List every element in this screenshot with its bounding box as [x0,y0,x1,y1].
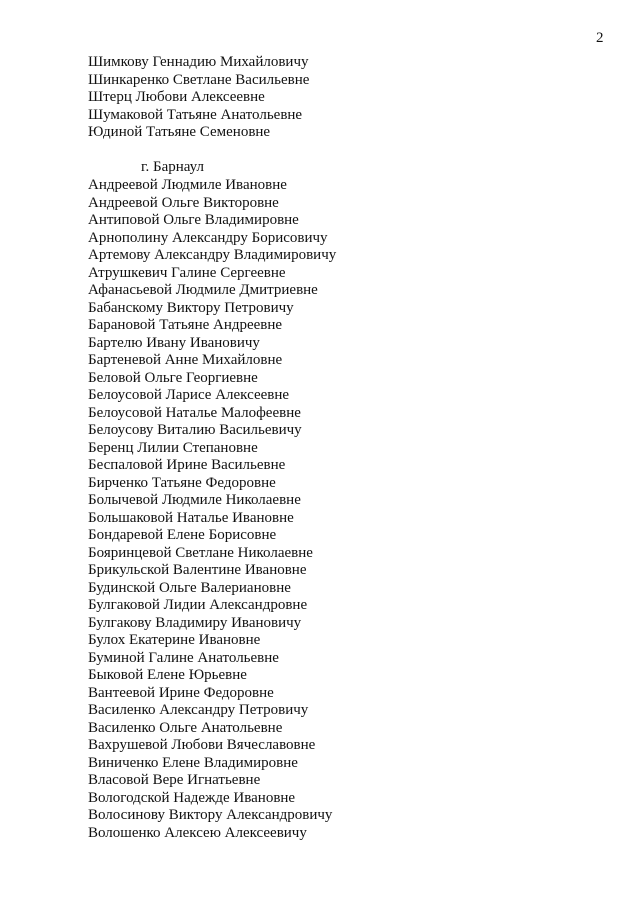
list-item: Бондаревой Елене Борисовне [88,527,277,543]
list-item: Брикульской Валентине Ивановне [88,562,307,578]
list-item: Штерц Любови Алексеевне [88,89,265,105]
barnaul-name-list [88,177,336,842]
list-item: Антиповой Ольге Владимировне [88,212,299,228]
list-item: Виниченко Елене Владимировне [88,754,298,771]
list-item: Вологодской Надежде Ивановне [88,789,296,806]
list-item: Афанасьевой Людмиле Дмитриевне [88,282,318,298]
list-item: Вахрушевой Любови Вячеславовне [88,737,316,753]
list-item: Арнополину Александру Борисовичу [88,229,328,246]
list-item: Бабанскому Виктору Петровичу [88,299,294,316]
list-item: Андреевой Ольге Викторовне [88,194,279,211]
list-item: Беловой Ольге Георгиевне [88,369,258,386]
list-item: Бирченко Татьяне Федоровне [88,474,276,491]
list-item: Булох Екатерине Ивановне [88,632,261,648]
list-item: Волошенко Алексею Алексеевичу [88,824,307,841]
list-item: Андреевой Людмиле Ивановне [88,177,287,193]
list-item: Василенко Ольге Анатольевне [88,719,283,736]
list-item: Шимкову Геннадию Михайловичу [88,54,309,70]
list-item: Большаковой Наталье Ивановне [88,509,294,526]
list-item: Болычевой Людмиле Николаевне [88,492,301,508]
city-heading: г. Барнаул [141,159,204,175]
list-item: Беспаловой Ирине Васильевне [88,457,286,473]
list-item: Атрушкевич Галине Сергеевне [88,264,286,281]
list-item: Юдиной Татьяне Семеновне [88,124,271,140]
list-item: Белоусовой Наталье Малофеевне [88,404,301,421]
list-item: Власовой Вере Игнатьевне [88,772,261,788]
top-name-list [88,54,309,142]
list-item: Быковой Елене Юрьевне [88,667,247,683]
list-item: Василенко Александру Петровичу [88,702,309,718]
list-item: Бояринцевой Светлане Николаевне [88,544,313,561]
list-item: Белоусову Виталию Васильевичу [88,422,302,438]
list-item: Шинкаренко Светлане Васильевне [88,71,310,88]
list-item: Барановой Татьяне Андреевне [88,317,283,333]
page-number: 2 [596,30,604,46]
list-item: Бартеневой Анне Михайловне [88,352,283,368]
list-item: Булгаковой Лидии Александровне [88,597,308,613]
list-item: Белоусовой Ларисе Алексеевне [88,387,290,403]
list-item: Артемову Александру Владимировичу [88,247,337,263]
list-item: Будинской Ольге Валериановне [88,579,291,596]
list-item: Булгакову Владимиру Ивановичу [88,614,302,631]
list-item: Вантеевой Ирине Федоровне [88,684,274,701]
list-item: Волосинову Виктору Александровичу [88,807,333,823]
list-item: Шумаковой Татьяне Анатольевне [88,106,303,123]
list-item: Буминой Галине Анатольевне [88,649,279,666]
list-item: Бартелю Ивану Ивановичу [88,334,260,351]
list-item: Беренц Лилии Степановне [88,439,258,456]
